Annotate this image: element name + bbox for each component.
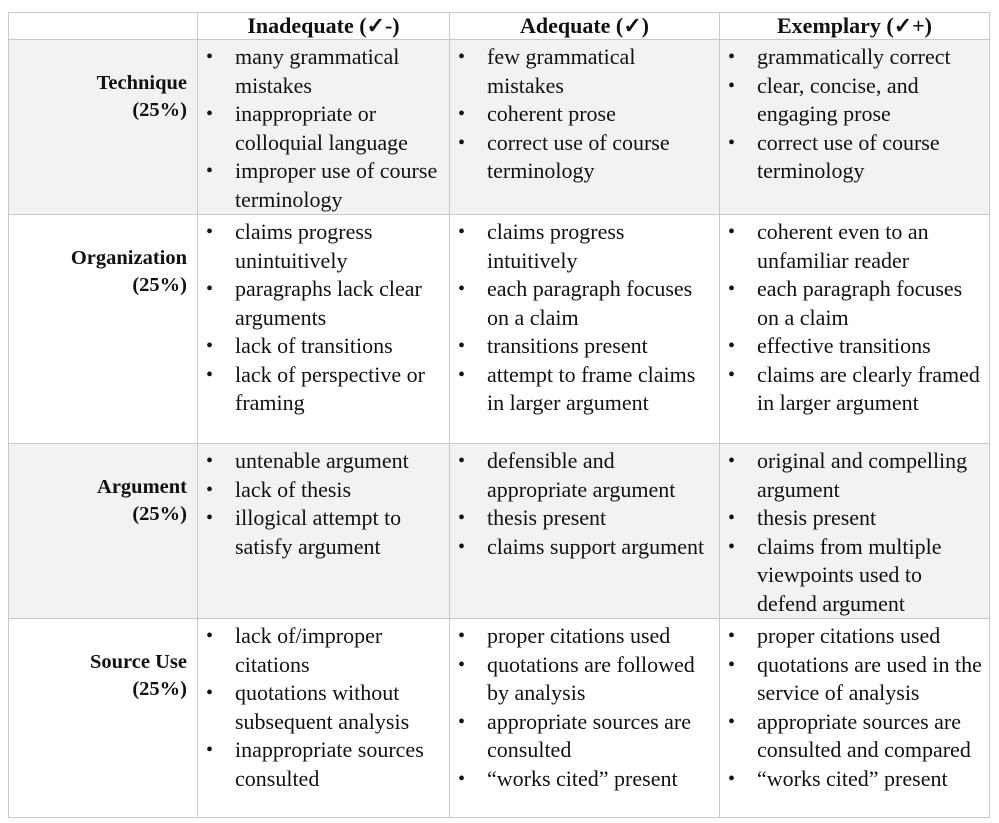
list-item: • inappropriate or colloquial language [198, 100, 449, 157]
list-item: • quotations are used in the service of analysis [720, 651, 989, 708]
list-item: • lack of perspective or framing [198, 361, 449, 418]
list-item: • appropriate sources are consulted [450, 708, 719, 765]
list-item: • claims support argument [450, 533, 719, 562]
list-item: • attempt to frame claims in larger argument [450, 361, 719, 418]
list-item: • “works cited” present [450, 765, 719, 794]
header-blank-cell [9, 13, 198, 40]
criterion-label: Source Use [90, 651, 187, 673]
exemplary-cell [720, 215, 990, 444]
list-item: • paragraphs lack clear arguments [198, 275, 449, 332]
list-item: • quotations are followed by analysis [450, 651, 719, 708]
adequate-cell [450, 444, 720, 619]
rubric-table [8, 12, 990, 818]
list-item: • thesis present [720, 504, 989, 533]
list-item: • effective transitions [720, 332, 989, 361]
list-item: • proper citations used [450, 622, 719, 651]
criterion-cell [9, 444, 198, 619]
inadequate-cell [198, 215, 450, 444]
exemplary-cell [720, 40, 990, 215]
list-item: • appropriate sources are consulted and compared [720, 708, 989, 765]
list-item: • lack of thesis [198, 476, 449, 505]
inadequate-cell [198, 619, 450, 818]
list-item: • quotations without subsequent analysis [198, 679, 449, 736]
list-item: • “works cited” present [720, 765, 989, 794]
rubric-row-technique [9, 40, 990, 215]
criterion-cell [9, 40, 198, 215]
exemplary-cell [720, 444, 990, 619]
criterion-label: Organization [70, 247, 187, 269]
list-item: • lack of transitions [198, 332, 449, 361]
rubric-row-source-use [9, 619, 990, 818]
list-item: • improper use of course terminology [198, 157, 449, 214]
list-item: • untenable argument [198, 447, 449, 476]
header-row [9, 13, 990, 40]
header-exemplary: Exemplary (✓+) [720, 13, 990, 40]
list-item: • illogical attempt to satisfy argument [198, 504, 449, 561]
criterion-label: Argument [97, 476, 187, 498]
adequate-cell [450, 40, 720, 215]
header-adequate: Adequate (✓) [450, 13, 720, 40]
list-item: • grammatically correct [720, 43, 989, 72]
list-item: • inappropriate sources consulted [198, 736, 449, 793]
list-item: • correct use of course terminology [720, 129, 989, 186]
list-item: • coherent even to an unfamiliar reader [720, 218, 989, 275]
exemplary-cell [720, 619, 990, 818]
list-item: • each paragraph focuses on a claim [450, 275, 719, 332]
list-item: • thesis present [450, 504, 719, 533]
criterion-cell [9, 619, 198, 818]
criterion-label: Technique [96, 72, 187, 94]
list-item: • claims are clearly framed in larger argument [720, 361, 989, 418]
list-item: • claims from multiple viewpoints used to defend argument [720, 533, 989, 619]
criterion-weight: (25%) [132, 678, 187, 700]
list-item: • defensible and appropriate argument [450, 447, 719, 504]
list-item: • proper citations used [720, 622, 989, 651]
list-item: • each paragraph focuses on a claim [720, 275, 989, 332]
list-item: • coherent prose [450, 100, 719, 129]
criterion-weight: (25%) [132, 99, 187, 121]
list-item: • original and compelling argument [720, 447, 989, 504]
list-item: • claims progress unintuitively [198, 218, 449, 275]
list-item: • transitions present [450, 332, 719, 361]
adequate-cell [450, 215, 720, 444]
header-inadequate: Inadequate (✓-) [198, 13, 450, 40]
list-item: • lack of/improper citations [198, 622, 449, 679]
list-item: • few grammatical mistakes [450, 43, 719, 100]
criterion-weight: (25%) [132, 274, 187, 296]
rubric-row-organization [9, 215, 990, 444]
inadequate-cell [198, 40, 450, 215]
rubric-row-argument [9, 444, 990, 619]
list-item: • correct use of course terminology [450, 129, 719, 186]
inadequate-cell [198, 444, 450, 619]
criterion-weight: (25%) [132, 503, 187, 525]
criterion-cell [9, 215, 198, 444]
list-item: • claims progress intuitively [450, 218, 719, 275]
adequate-cell [450, 619, 720, 818]
list-item: • many grammatical mistakes [198, 43, 449, 100]
list-item: • clear, concise, and engaging prose [720, 72, 989, 129]
